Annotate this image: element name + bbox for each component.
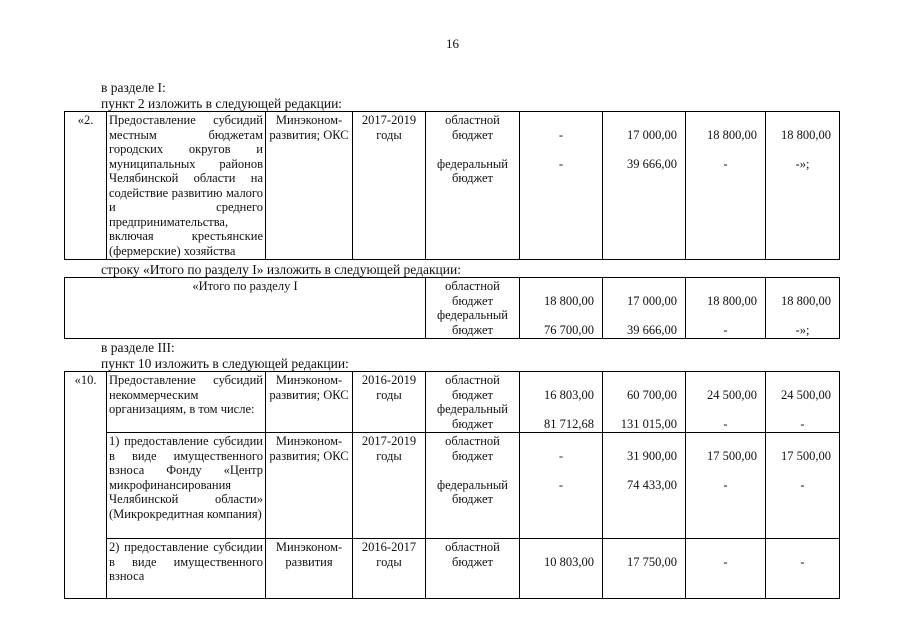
- amount-cell: 16 803,00 81 712,68: [520, 372, 603, 433]
- amount-cell: 24 500,00 -: [766, 372, 840, 433]
- amount-cell: - -: [520, 112, 603, 260]
- section-1-heading: в разделе I:: [101, 80, 166, 95]
- row-sources: [426, 112, 520, 260]
- page-number: 16: [446, 36, 459, 51]
- table-row: [65, 112, 840, 260]
- row-description: 1) предоставление субсидии в виде имущественного взноса Фонду «Центр микрофинансирования Челябинской области» (Микрокредитная компания): [107, 433, 266, 539]
- amount-cell: 18 800,00 -»;: [766, 278, 840, 339]
- total-label: «Итого по разделу I: [65, 278, 426, 339]
- row-executor: Минэконом-развития; ОКС: [266, 372, 353, 433]
- amount-cell: 17 000,00 39 666,00: [603, 112, 686, 260]
- row-sources: областной бюджет федеральный бюджет: [426, 278, 520, 339]
- amount-cell: 18 800,00 -: [686, 278, 766, 339]
- amount-cell: 18 800,00 -: [686, 112, 766, 260]
- row-years: 2016-2019 годы: [353, 372, 426, 433]
- amount-cell: - -: [520, 433, 603, 539]
- total-table: [64, 277, 840, 339]
- row-executor: Минэконом-развития: [266, 539, 353, 599]
- row-number: «2.: [65, 112, 107, 260]
- amount-cell: 60 700,00 131 015,00: [603, 372, 686, 433]
- total-intro: строку «Итого по разделу I» изложить в следующей редакции:: [101, 262, 461, 277]
- row-years: 2016-2017 годы: [353, 539, 426, 599]
- table-row: [65, 433, 840, 539]
- amount-cell: 31 900,00 74 433,00: [603, 433, 686, 539]
- amount-cell: 17 500,00 -: [686, 433, 766, 539]
- table-row: [65, 372, 840, 433]
- amount-cell: 10 803,00: [520, 539, 603, 599]
- item-10-table: [64, 371, 840, 599]
- section-3-heading: в разделе III:: [101, 340, 175, 355]
- row-executor: Минэконом-развития; ОКС: [266, 112, 353, 260]
- item-10-intro: пункт 10 изложить в следующей редакции:: [101, 356, 349, 371]
- row-sources: областной бюджет федеральный бюджет: [426, 433, 520, 539]
- amount-cell: -: [766, 539, 840, 599]
- table-row: [65, 278, 840, 339]
- amount-cell: -: [686, 539, 766, 599]
- amount-cell: 18 800,00 76 700,00: [520, 278, 603, 339]
- row-years: 2017-2019 годы: [353, 433, 426, 539]
- item-2-intro: пункт 2 изложить в следующей редакции:: [101, 96, 343, 111]
- amount-cell: 17 500,00 -: [766, 433, 840, 539]
- row-sources: областной бюджет федеральный бюджет: [426, 372, 520, 433]
- item-2-table: [64, 111, 840, 260]
- row-sources: областной бюджет: [426, 539, 520, 599]
- table-row: [65, 539, 840, 599]
- row-description: 2) предоставление субсидии в виде имущественного взноса: [107, 539, 266, 599]
- amount-cell: 17 000,00 39 666,00: [603, 278, 686, 339]
- row-number: «10.: [65, 372, 107, 599]
- row-description: Предоставление субсидий местным бюджетам городских округов и муниципальных районов Челябинской области на содействие развитию малого и среднего предпринимательства, включая крестьянские (фермерские) хозяйства: [107, 112, 266, 260]
- amount-cell: 17 750,00: [603, 539, 686, 599]
- row-years: 2017-2019 годы: [353, 112, 426, 260]
- row-description: Предоставление субсидий некоммерческим организациям, в том числе:: [107, 372, 266, 433]
- source-regional: областной бюджет: [445, 113, 500, 142]
- row-executor: Минэконом-развития; ОКС: [266, 433, 353, 539]
- amount-cell: 18 800,00 -»;: [766, 112, 840, 260]
- source-federal: федеральный бюджет: [436, 156, 508, 185]
- amount-cell: 24 500,00 -: [686, 372, 766, 433]
